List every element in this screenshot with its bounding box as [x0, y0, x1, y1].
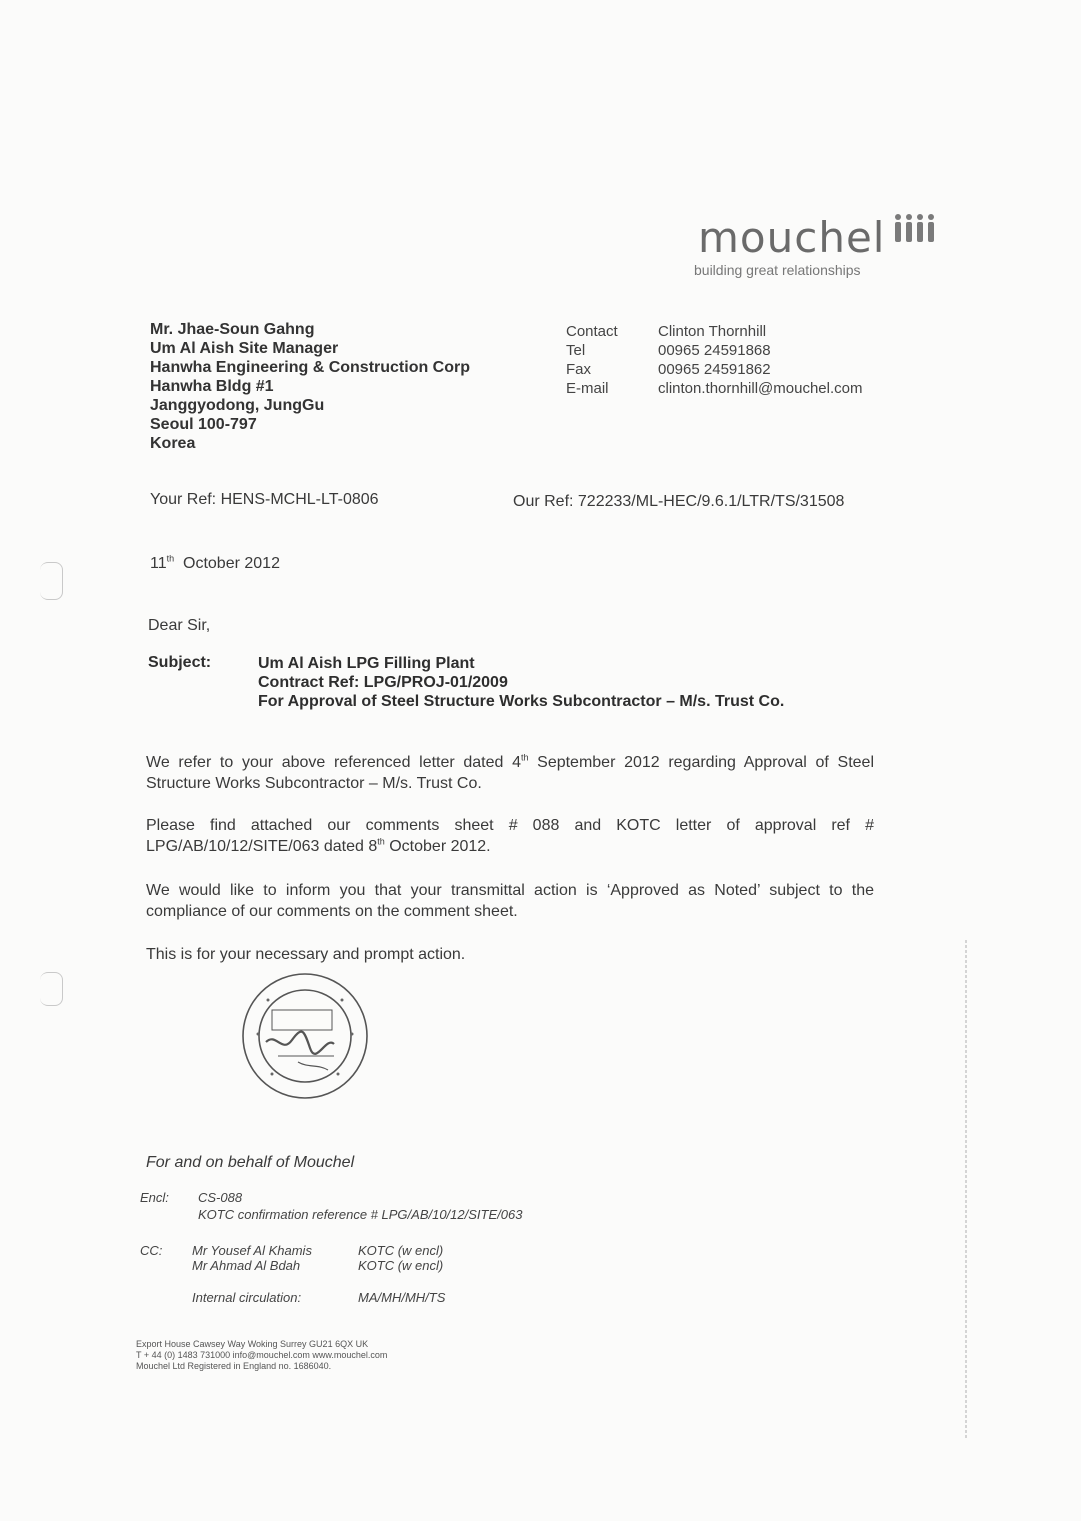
body-paragraph — [146, 815, 874, 857]
paragraph-text: We refer to your above referenced letter dated 4 — [146, 754, 521, 771]
logo-wordmark: mouchel — [698, 213, 886, 262]
subject-line: Um Al Aish LPG Filling Plant — [258, 655, 475, 672]
address-line: Janggyodong, JungGu — [150, 397, 325, 414]
contact-labels — [566, 322, 618, 398]
contact-name: Clinton Thornhill — [658, 323, 767, 340]
cc-org: KOTC (w encl) — [358, 1258, 444, 1273]
enclosure-item: KOTC confirmation reference # LPG/AB/10/12/SITE/063 — [198, 1207, 523, 1222]
contact-label: Contact — [566, 323, 618, 340]
subject-label: Subject: — [148, 654, 212, 671]
punch-hole-mark — [40, 972, 63, 1006]
footer-line: Export House Cawsey Way Woking Surrey GU21 6QX UK — [136, 1339, 369, 1349]
ordinal-suffix: th — [520, 752, 529, 763]
enclosure-item: CS-088 — [198, 1190, 243, 1205]
cc-name: Mr Yousef Al Khamis — [192, 1243, 312, 1258]
address-line: Korea — [150, 435, 196, 452]
address-line: Mr. Jhae-Soun Gahng — [150, 321, 315, 338]
cc-org: KOTC (w encl) — [358, 1243, 444, 1258]
footer-line: Mouchel Ltd Registered in England no. 1686040. — [136, 1361, 332, 1371]
body-paragraph — [146, 752, 874, 794]
cc-name: Mr Ahmad Al Bdah — [192, 1258, 301, 1273]
date-day: 11 — [150, 555, 167, 572]
internal-circulation-label: Internal circulation: — [192, 1290, 302, 1305]
tel-number: 00965 24591868 — [658, 342, 771, 359]
company-footer — [136, 1339, 387, 1372]
date-suffix: th — [166, 553, 175, 564]
our-reference: Our Ref: 722233/ML-HEC/9.6.1/LTR/TS/31508 — [513, 493, 845, 510]
address-line: Hanwha Bldg #1 — [150, 378, 274, 395]
paragraph-text: Please find attached our comments sheet # 088 and KOTC letter of approval ref # LPG/AB/10/12/SITE/063 dated 8 — [146, 817, 874, 855]
email-label: E-mail — [566, 380, 609, 397]
contact-values — [658, 322, 863, 398]
cc-label: CC: — [140, 1243, 163, 1258]
your-reference: Your Ref: HENS-MCHL-LT-0806 — [150, 491, 379, 508]
subject-line: For Approval of Steel Structure Works Subcontractor – M/s. Trust Co. — [258, 693, 785, 710]
punch-hole-mark — [40, 562, 63, 600]
address-line: Um Al Aish Site Manager — [150, 340, 339, 357]
enclosure-label: Encl: — [140, 1190, 169, 1205]
address-line: Seoul 100-797 — [150, 416, 257, 433]
email-address: clinton.thornhill@mouchel.com — [658, 380, 863, 397]
official-stamp — [238, 970, 372, 1102]
footer-line: T + 44 (0) 1483 731000 info@mouchel.com www.mouchel.com — [136, 1350, 388, 1360]
four-figures-icon — [890, 212, 936, 246]
letter-date — [150, 555, 280, 573]
address-line: Hanwha Engineering & Construction Corp — [150, 359, 471, 376]
body-paragraph: This is for your necessary and prompt action. — [146, 946, 466, 963]
ordinal-suffix: th — [377, 836, 385, 847]
recipient-address — [150, 320, 470, 453]
logo-tagline: building great relationships — [694, 262, 861, 278]
paragraph-text: October 2012. — [384, 838, 491, 855]
salutation: Dear Sir, — [148, 617, 211, 634]
fax-label: Fax — [566, 361, 592, 378]
subject-lines — [258, 654, 784, 711]
tel-label: Tel — [566, 342, 586, 359]
date-month-year: October 2012 — [183, 555, 280, 572]
signoff: For and on behalf of Mouchel — [146, 1154, 355, 1171]
internal-circulation-value: MA/MH/MH/TS — [358, 1290, 446, 1305]
scan-edge-line — [964, 940, 968, 1440]
paragraph-text: September 2012 regarding Approval of Steel Structure Works Subcontractor – M/s. Trust Co. — [146, 754, 874, 792]
fax-number: 00965 24591862 — [658, 361, 771, 378]
subject-line: Contract Ref: LPG/PROJ-01/2009 — [258, 674, 508, 691]
body-paragraph: We would like to inform you that your transmittal action is ‘Approved as Noted’ subject to the compliance of our comments on the comment sheet. — [146, 882, 874, 920]
